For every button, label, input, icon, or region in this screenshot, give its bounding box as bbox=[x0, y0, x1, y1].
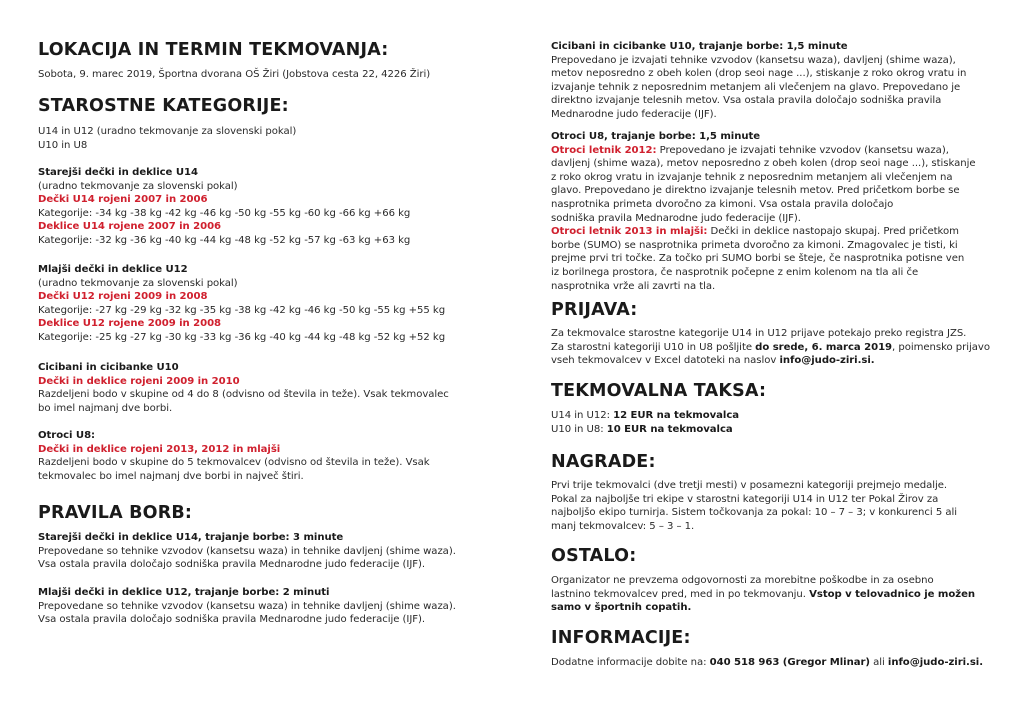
rules-text: direktno izvajanje telesnih metov. Vsa ostala pravila določajo sodniška pravila bbox=[551, 95, 942, 107]
rules-2012-first-line bbox=[551, 144, 976, 158]
event-location-text: Sobota, 9. marec 2019, Športna dvorana OŠ Žiri (Jobstova cesta 22, 4226 Žiri) bbox=[38, 69, 431, 80]
registration-deadline: do srede, 6. marca 2019 bbox=[755, 341, 893, 353]
category-note: (uradno tekmovanje za slovenski pokal) bbox=[38, 180, 238, 192]
section-title-pravila: PRAVILA BORB: bbox=[38, 503, 193, 523]
fee-value: 12 EUR na tekmovalca bbox=[613, 410, 740, 421]
boys-weight-categories: Kategorije: -27 kg -29 kg -32 kg -35 kg -38 kg -42 kg -46 kg -50 kg -55 kg +55 kg bbox=[38, 304, 446, 316]
rules-text: davljenj (shime waza), metov neposredno z obeh kolen (drop seoi nage ...), stiskanje bbox=[551, 158, 976, 170]
other-line: samo v športnih copatih. bbox=[551, 602, 692, 614]
other-line: Organizator ne prevzema odgovornosti za morebitne poškodbe in za osebno bbox=[551, 575, 934, 586]
category-heading: Cicibani in cicibanke U10 bbox=[38, 362, 179, 373]
category-text: Razdeljeni bodo v skupine od 4 do 8 (odvisno od števila in teže). Vsak tekmovalec bbox=[38, 389, 449, 401]
rules-text: Prepovedane so tehnike vzvodov (kansetsu waza) in tehnike davljenj (shime waza). bbox=[38, 545, 456, 557]
rules-heading: Otroci U8, trajanje borbe: 1,5 minute bbox=[551, 131, 761, 142]
registration-line bbox=[551, 341, 990, 355]
registration-text-part: vseh tekmovalcev v Excel datoteki na naslov bbox=[551, 355, 780, 367]
rules-heading: Mlajši dečki in deklice U12, trajanje borbe: 2 minuti bbox=[38, 587, 330, 598]
registration-email-link[interactable]: info@judo-ziri.si. bbox=[779, 355, 875, 367]
girls-weight-categories: Kategorije: -32 kg -36 kg -40 kg -44 kg -48 kg -52 kg -57 kg -63 kg +63 kg bbox=[38, 234, 411, 246]
section-title-prijava: PRIJAVA: bbox=[551, 300, 638, 320]
girls-label: Deklice U14 rojene 2007 in 2006 bbox=[38, 221, 222, 233]
awards-line: Prvi trije tekmovalci (dve tretji mesti) v posamezni kategoriji prejmejo medalje. bbox=[551, 480, 948, 491]
category-label: Dečki in deklice rojeni 2013, 2012 in mlajši bbox=[38, 443, 281, 455]
fee-value: 10 EUR na tekmovalca bbox=[606, 423, 733, 435]
category-u12 bbox=[38, 263, 445, 345]
boys-label: Dečki U12 rojeni 2009 in 2008 bbox=[38, 291, 208, 303]
rules-text: metov neposredno z obeh kolen (drop seoi nage ...), stiskanje z roko okrog vratu in bbox=[551, 68, 967, 80]
rules-text: izvajanje tehnik z neposrednim metanjem ali vlečenjem na glavo. Prepovedano je bbox=[551, 81, 961, 93]
section-title-ostalo: OSTALO: bbox=[551, 546, 637, 566]
other-text bbox=[551, 574, 975, 615]
fee-label: U10 in U8: bbox=[551, 423, 607, 435]
girls-weight-categories: Kategorije: -25 kg -27 kg -30 kg -33 kg -36 kg -40 kg -44 kg -48 kg -52 kg +52 kg bbox=[38, 331, 446, 343]
awards-line: manj tekmovalcev: 5 – 3 – 1. bbox=[551, 520, 695, 532]
section-title-nagrade: NAGRADE: bbox=[551, 452, 656, 472]
category-text: bo imel najmanj dve borbi. bbox=[38, 402, 173, 414]
fee-row bbox=[551, 423, 739, 437]
category-u8 bbox=[38, 429, 430, 483]
rules-u10 bbox=[551, 40, 966, 122]
rules-text: prejme prvi tri točke. Za točko pri SUMO borbi se šteje, če nasprotnika potisne ven bbox=[551, 253, 965, 265]
intro-line: U10 in U8 bbox=[38, 139, 88, 151]
category-text: Razdeljeni bodo v skupine do 5 tekmovalcev (odvisno od števila in teže). Vsak bbox=[38, 457, 430, 469]
rules-text: borbe (SUMO) se nasprotnika primeta dvoročno za kimoni. Zmagovalec je tisti, ki bbox=[551, 239, 958, 251]
rules-text: nasprotnika primeta dvoročno za kimoni. Vsa ostala pravila določajo bbox=[551, 198, 894, 210]
section-title-lokacija: LOKACIJA IN TERMIN TEKMOVANJA: bbox=[38, 40, 389, 60]
rules-2013-first-line bbox=[551, 225, 976, 239]
rules-text: Prepovedano je izvajati tehnike vzvodov (kansetsu waza), bbox=[656, 144, 949, 156]
section-title-kategorije: STAROSTNE KATEGORIJE: bbox=[38, 96, 289, 116]
awards-text bbox=[551, 479, 957, 533]
rules-text: Dečki in deklice nastopajo skupaj. Pred pričetkom bbox=[707, 226, 959, 238]
rules-text: Prepovedano je izvajati tehnike vzvodov (kansetsu waza), davljenj (shime waza), bbox=[551, 54, 956, 66]
other-bold-part: Vstop v telovadnico je možen bbox=[809, 588, 976, 600]
fee-row bbox=[551, 409, 739, 423]
girls-label: Deklice U12 rojene 2009 in 2008 bbox=[38, 318, 222, 330]
rules-text: Prepovedane so tehnike vzvodov (kansetsu waza) in tehnike davljenj (shime waza). bbox=[38, 600, 456, 612]
boys-label: Dečki U14 rojeni 2007 in 2006 bbox=[38, 194, 208, 206]
category-label: Dečki in deklice rojeni 2009 in 2010 bbox=[38, 375, 240, 387]
rules-text: Vsa ostala pravila določajo sodniška pravila Mednarodne judo federacije (IJF). bbox=[38, 614, 426, 626]
category-heading: Starejši dečki in deklice U14 bbox=[38, 167, 198, 178]
category-heading: Mlajši dečki in deklice U12 bbox=[38, 264, 188, 275]
rules-heading: Starejši dečki in deklice U14, trajanje borbe: 3 minute bbox=[38, 532, 344, 543]
fee-label: U14 in U12: bbox=[551, 410, 614, 421]
boys-weight-categories: Kategorije: -34 kg -38 kg -42 kg -46 kg -50 kg -55 kg -60 kg -66 kg +66 kg bbox=[38, 207, 411, 219]
category-text: tekmovalec bo imel najmanj dve borbi in največ štiri. bbox=[38, 470, 304, 482]
category-heading: Otroci U8: bbox=[38, 430, 96, 441]
info-text-part: ali bbox=[869, 657, 888, 668]
rules-text: sodniška pravila Mednarodne judo federacije (IJF). bbox=[551, 212, 801, 224]
section-title-informacije: INFORMACIJE: bbox=[551, 628, 691, 648]
registration-line bbox=[551, 354, 990, 368]
info-email-link[interactable]: info@judo-ziri.si. bbox=[887, 657, 983, 668]
rules-text: iz borilnega prostora, če nasprotnik počepne z enim kolenom na tla ali če bbox=[551, 266, 919, 278]
rules-text: Mednarodne judo federacije (IJF). bbox=[551, 108, 717, 120]
info-phone[interactable]: 040 518 963 (Gregor Mlinar) bbox=[709, 657, 870, 668]
fee-list bbox=[551, 409, 739, 436]
year-2012-label: Otroci letnik 2012: bbox=[551, 144, 657, 156]
section-title-taksa: TEKMOVALNA TAKSA: bbox=[551, 381, 767, 401]
other-line bbox=[551, 588, 975, 602]
rules-u14 bbox=[38, 531, 456, 572]
rules-u12 bbox=[38, 586, 456, 627]
category-note: (uradno tekmovanje za slovenski pokal) bbox=[38, 277, 238, 289]
rules-text: z roko okrog vratu in izvajanje tehnik z neposrednim metanjem ali vlečenjem na bbox=[551, 171, 953, 183]
category-u10 bbox=[38, 361, 449, 415]
category-u14 bbox=[38, 166, 410, 248]
intro-line: U14 in U12 (uradno tekmovanje za slovenski pokal) bbox=[38, 126, 297, 137]
registration-text-part: , poimensko prijavo bbox=[892, 341, 990, 353]
rules-u8 bbox=[551, 130, 976, 293]
categories-intro bbox=[38, 125, 296, 152]
info-text-part: Dodatne informacije dobite na: bbox=[551, 657, 710, 668]
rules-text: nasprotnika vrže ali zavrti na tla. bbox=[551, 280, 716, 292]
awards-line: najboljšo ekipo turnirja. Sistem točkovanja za pokal: 10 – 7 – 3; v konkurenci 5 ali bbox=[551, 507, 957, 519]
rules-text: Vsa ostala pravila določajo sodniška pravila Mednarodne judo federacije (IJF). bbox=[38, 559, 426, 571]
rules-heading: Cicibani in cicibanke U10, trajanje borbe: 1,5 minute bbox=[551, 41, 848, 52]
registration-line: Za tekmovalce starostne kategorije U14 in U12 prijave potekajo preko registra JZS. bbox=[551, 328, 967, 339]
rules-text: glavo. Prepovedano je direktno izvajanje telesnih metov. Pred pričetkom borbe se bbox=[551, 185, 960, 197]
other-text-part: lastnino tekmovalcev pred, med in po tekmovanju. bbox=[551, 588, 810, 600]
year-2013-label: Otroci letnik 2013 in mlajši: bbox=[551, 226, 708, 238]
registration-text bbox=[551, 327, 990, 368]
registration-text-part: Za starostni kategoriji U10 in U8 pošljite bbox=[551, 341, 756, 353]
info-text bbox=[551, 656, 983, 670]
awards-line: Pokal za najboljše tri ekipe v starostni kategoriji U14 in U12 ter Pokal Žirov za bbox=[551, 493, 939, 505]
